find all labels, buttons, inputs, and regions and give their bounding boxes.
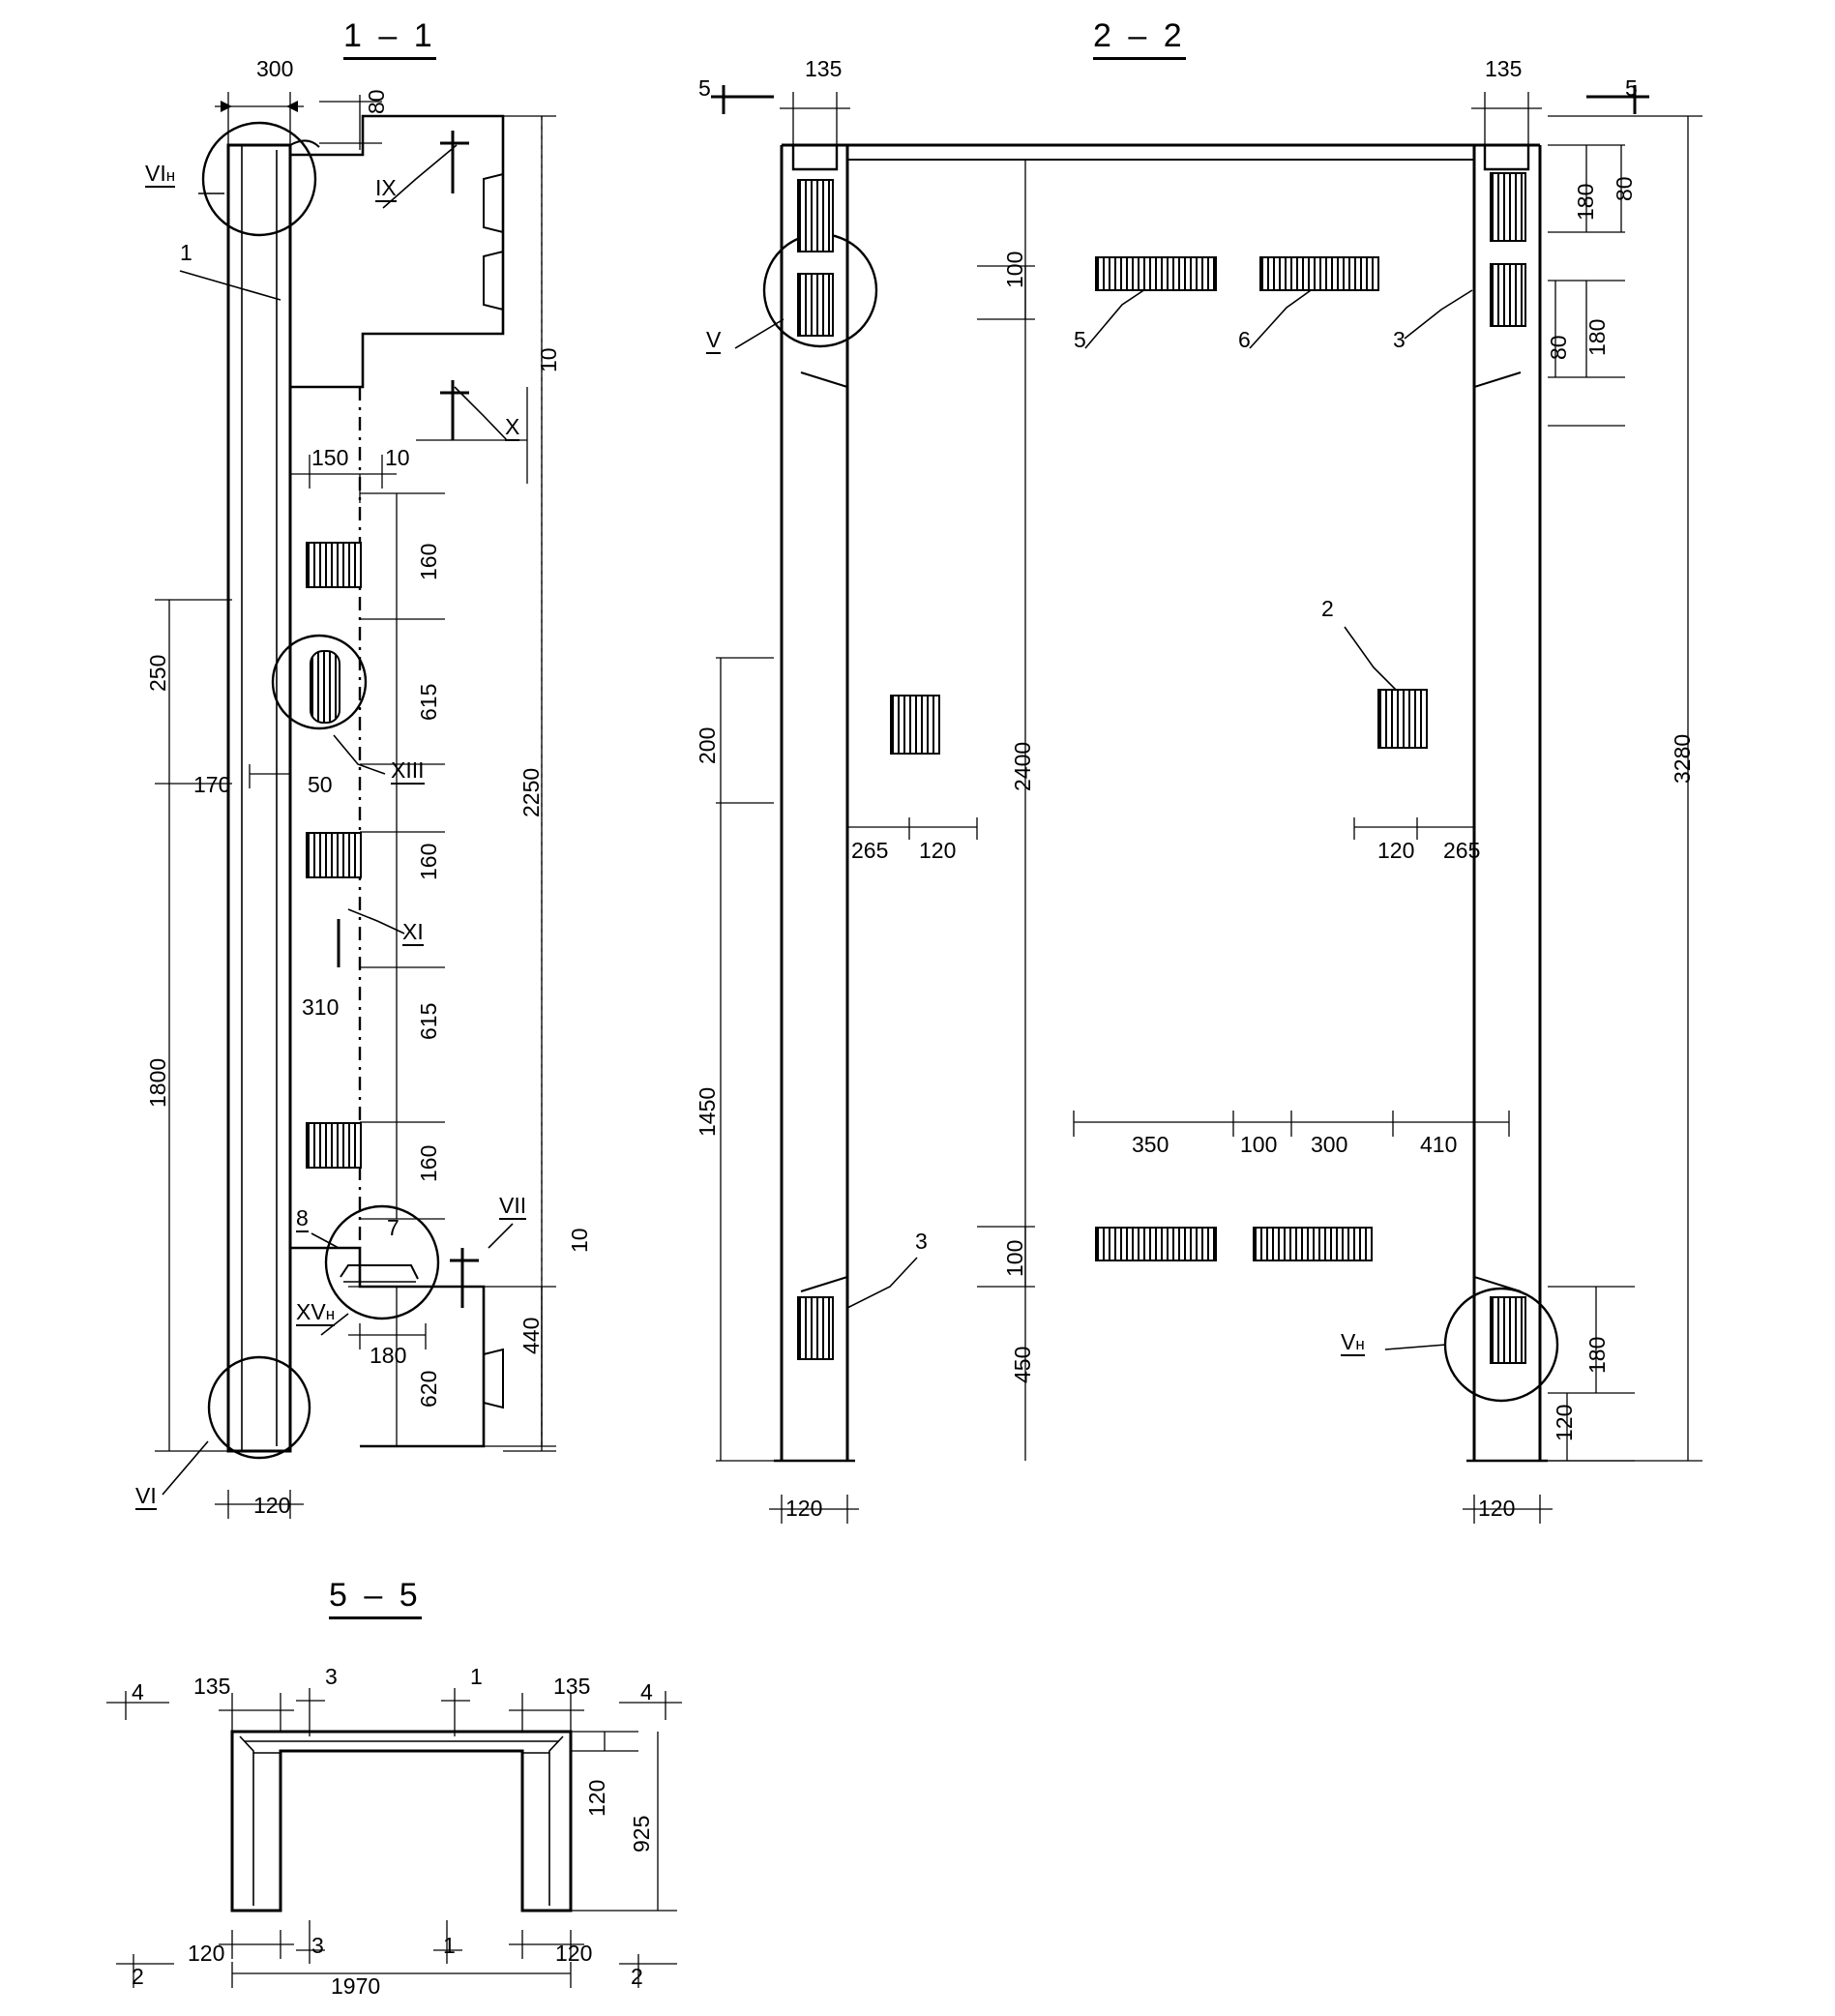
callout-marker bbox=[145, 163, 175, 188]
dimension-label: 925 bbox=[629, 1815, 654, 1853]
dimension-label: 120 bbox=[1552, 1404, 1577, 1441]
callout-marker: 3 bbox=[915, 1229, 928, 1254]
callout-marker: VI bbox=[135, 1483, 157, 1508]
dimension-label: 120 bbox=[253, 1493, 291, 1518]
dimension-label: 150 bbox=[311, 445, 349, 470]
callout-subscript: н bbox=[1355, 1335, 1365, 1353]
dimension-label: 120 bbox=[1377, 838, 1415, 863]
dimension-label: 100 bbox=[1002, 1239, 1027, 1277]
section-title-1-1 bbox=[343, 17, 436, 55]
callout-marker: XIII bbox=[391, 757, 425, 783]
dimension-label: 410 bbox=[1420, 1132, 1458, 1157]
dimension-label: 450 bbox=[1010, 1346, 1035, 1383]
embedded-sleeve bbox=[310, 650, 340, 724]
callout-text: XV bbox=[296, 1299, 326, 1324]
callout-marker: 7 bbox=[387, 1215, 400, 1240]
callout-text: VI bbox=[145, 161, 166, 186]
dimension-label: 135 bbox=[553, 1674, 591, 1699]
dimension-label: 2400 bbox=[1010, 741, 1035, 791]
embedded-plate bbox=[1490, 172, 1526, 242]
section-title-5-5-text: 5 – 5 bbox=[329, 1577, 422, 1619]
dimension-label: 170 bbox=[193, 772, 231, 797]
section-mark: 5 bbox=[1625, 75, 1638, 101]
dimension-label: 160 bbox=[416, 843, 441, 880]
dimension-label: 180 bbox=[1573, 183, 1598, 221]
dimension-label: 120 bbox=[785, 1496, 823, 1521]
dimension-label: 120 bbox=[188, 1941, 225, 1966]
section-mark: 1 bbox=[470, 1664, 483, 1689]
section-mark: 3 bbox=[325, 1664, 338, 1689]
callout-marker: 3 bbox=[1393, 327, 1406, 352]
dimension-label: 50 bbox=[308, 772, 333, 797]
embedded-plate bbox=[306, 542, 362, 588]
callout-marker: XI bbox=[402, 919, 424, 944]
embedded-plate bbox=[797, 179, 834, 252]
dimension-label: 100 bbox=[1240, 1132, 1278, 1157]
dimension-label: 10 bbox=[567, 1228, 592, 1253]
embedded-plate bbox=[1095, 1227, 1217, 1261]
callout-marker: V bbox=[706, 327, 722, 352]
embedded-plate bbox=[306, 1122, 362, 1169]
dimension-label: 120 bbox=[919, 838, 957, 863]
dimension-label: 615 bbox=[416, 1002, 441, 1040]
embedded-plate bbox=[1377, 689, 1428, 749]
section-mark: 4 bbox=[640, 1679, 653, 1705]
dimension-label: 3280 bbox=[1670, 733, 1695, 784]
embedded-plate bbox=[1253, 1227, 1373, 1261]
dimension-label: 10 bbox=[536, 347, 561, 372]
section-title-2-2-text: 2 – 2 bbox=[1093, 17, 1186, 60]
section-title-1-1-text: 1 – 1 bbox=[343, 17, 436, 60]
callout-marker: 2 bbox=[1321, 596, 1334, 621]
embedded-plate bbox=[797, 273, 834, 337]
dimension-label: 120 bbox=[1478, 1496, 1516, 1521]
embedded-plate bbox=[306, 832, 362, 878]
callout-marker: 5 bbox=[1074, 327, 1086, 352]
section-mark: 5 bbox=[698, 75, 711, 101]
callout-marker bbox=[296, 1301, 335, 1326]
dimension-label: 180 bbox=[1584, 318, 1610, 356]
callout-marker bbox=[1341, 1331, 1365, 1356]
dimension-label: 120 bbox=[555, 1941, 593, 1966]
dimension-label: 135 bbox=[193, 1674, 231, 1699]
section-mark: 1 bbox=[443, 1933, 456, 1958]
dimension-label: 10 bbox=[385, 445, 410, 470]
callout-text: V bbox=[1341, 1329, 1356, 1354]
callout-marker: 6 bbox=[1238, 327, 1251, 352]
section-mark: 4 bbox=[132, 1679, 144, 1705]
callout-subscript: н bbox=[165, 166, 176, 185]
dimension-label: 620 bbox=[416, 1370, 441, 1408]
section-mark: 2 bbox=[631, 1964, 643, 1989]
dimension-label: 1970 bbox=[331, 1973, 381, 1999]
dimension-label: 160 bbox=[416, 1144, 441, 1182]
dimension-label: 100 bbox=[1002, 251, 1027, 288]
dimension-label: 160 bbox=[416, 543, 441, 580]
dimension-label: 200 bbox=[695, 726, 720, 764]
embedded-plate bbox=[1259, 256, 1379, 291]
dimension-label: 265 bbox=[851, 838, 889, 863]
dimension-label: 80 bbox=[1612, 176, 1637, 201]
callout-marker: IX bbox=[375, 175, 397, 200]
callout-marker: X bbox=[505, 414, 520, 439]
dimension-label: 300 bbox=[256, 56, 294, 81]
dimension-label: 300 bbox=[1311, 1132, 1348, 1157]
dimension-label: 80 bbox=[1546, 335, 1571, 360]
callout-marker: 8 bbox=[296, 1205, 309, 1230]
dimension-label: 120 bbox=[584, 1779, 609, 1817]
dimension-label: 2250 bbox=[518, 767, 544, 817]
callout-marker: VII bbox=[499, 1193, 527, 1218]
dimension-label: 440 bbox=[518, 1317, 544, 1354]
dimension-label: 80 bbox=[364, 89, 389, 114]
embedded-plate bbox=[1490, 1296, 1526, 1364]
dimension-label: 1800 bbox=[145, 1057, 170, 1108]
dimension-label: 615 bbox=[416, 683, 441, 721]
dimension-label: 250 bbox=[145, 654, 170, 692]
embedded-plate bbox=[797, 1296, 834, 1360]
dimension-label: 180 bbox=[1584, 1336, 1610, 1374]
callout-marker: 1 bbox=[180, 240, 192, 265]
section-mark: 3 bbox=[311, 1933, 324, 1958]
section-mark: 2 bbox=[132, 1964, 144, 1989]
dimension-label: 180 bbox=[370, 1343, 407, 1368]
embedded-plate bbox=[890, 695, 940, 755]
dimension-label: 135 bbox=[1485, 56, 1523, 81]
callout-subscript: н bbox=[325, 1305, 336, 1323]
embedded-plate bbox=[1095, 256, 1217, 291]
dimension-label: 1450 bbox=[695, 1086, 720, 1137]
dimension-label: 350 bbox=[1132, 1132, 1169, 1157]
dimension-label: 310 bbox=[302, 994, 340, 1020]
dimension-label: 135 bbox=[805, 56, 843, 81]
section-title-5-5 bbox=[329, 1577, 422, 1615]
section-title-2-2 bbox=[1093, 17, 1186, 55]
embedded-plate bbox=[1490, 263, 1526, 327]
dimension-label: 265 bbox=[1443, 838, 1481, 863]
